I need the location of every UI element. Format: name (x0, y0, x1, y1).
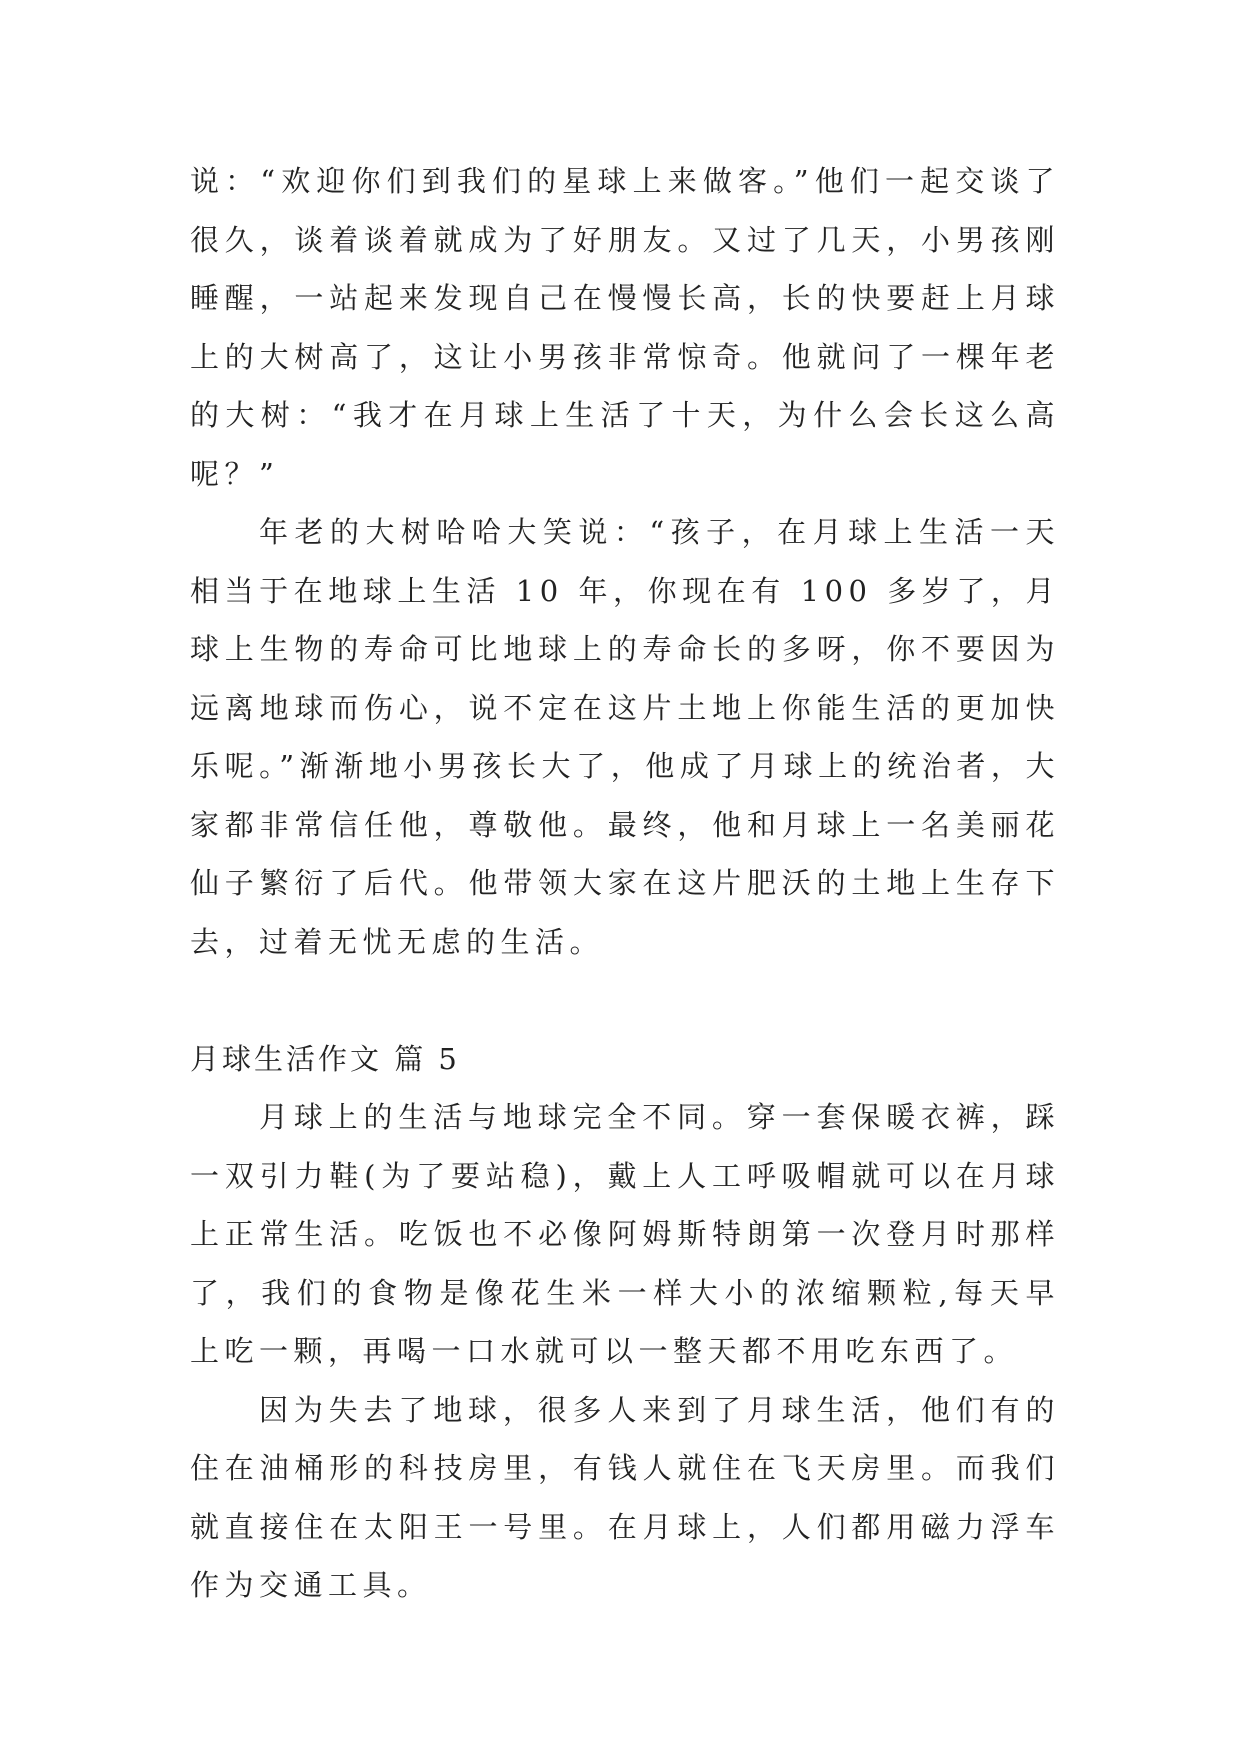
document-page (190, 152, 1060, 1615)
section-title: 月球生活作文 篇 5 (190, 1041, 460, 1076)
story-paragraph: 年老的大树哈哈大笑说：“孩子，在月球上生活一天相当于在地球上生活 10 年，你现在有 100 多岁了，月球上生物的寿命可比地球上的寿命长的多呀，你不要因为远离地球而伤心，说不定在这片土地上你能生活的更加快乐呢。”渐渐地小男孩长大了，他成了月球上的统治者，大家都非常信任他，尊敬他。最终，他和月球上一名美丽花仙子繁衍了后代。他带领大家在这片肥沃的土地上生存下去，过着无忧无虑的生活。 (190, 515, 1060, 959)
story-paragraph: 月球上的生活与地球完全不同。穿一套保暖衣裤，踩一双引力鞋(为了要站稳)，戴上人工呼吸帽就可以在月球上正常生活。吃饭也不必像阿姆斯特朗第一次登月时那样了，我们的食物是像花生米一样大小的浓缩颗粒,每天早上吃一颗，再喝一口水就可以一整天都不用吃东西了。 (190, 1100, 1060, 1368)
story-paragraph-continued: 说：“欢迎你们到我们的星球上来做客。”他们一起交谈了很久，谈着谈着就成为了好朋友。又过了几天，小男孩刚睡醒，一站起来发现自己在慢慢长高，长的快要赶上月球上的大树高了，这让小男孩非常惊奇。他就问了一棵年老的大树：“我才在月球上生活了十天，为什么会长这么高呢？” (190, 164, 1060, 491)
story-paragraph: 因为失去了地球，很多人来到了月球生活，他们有的住在油桶形的科技房里，有钱人就住在飞天房里。而我们就直接住在太阳王一号里。在月球上，人们都用磁力浮车作为交通工具。 (190, 1392, 1060, 1602)
